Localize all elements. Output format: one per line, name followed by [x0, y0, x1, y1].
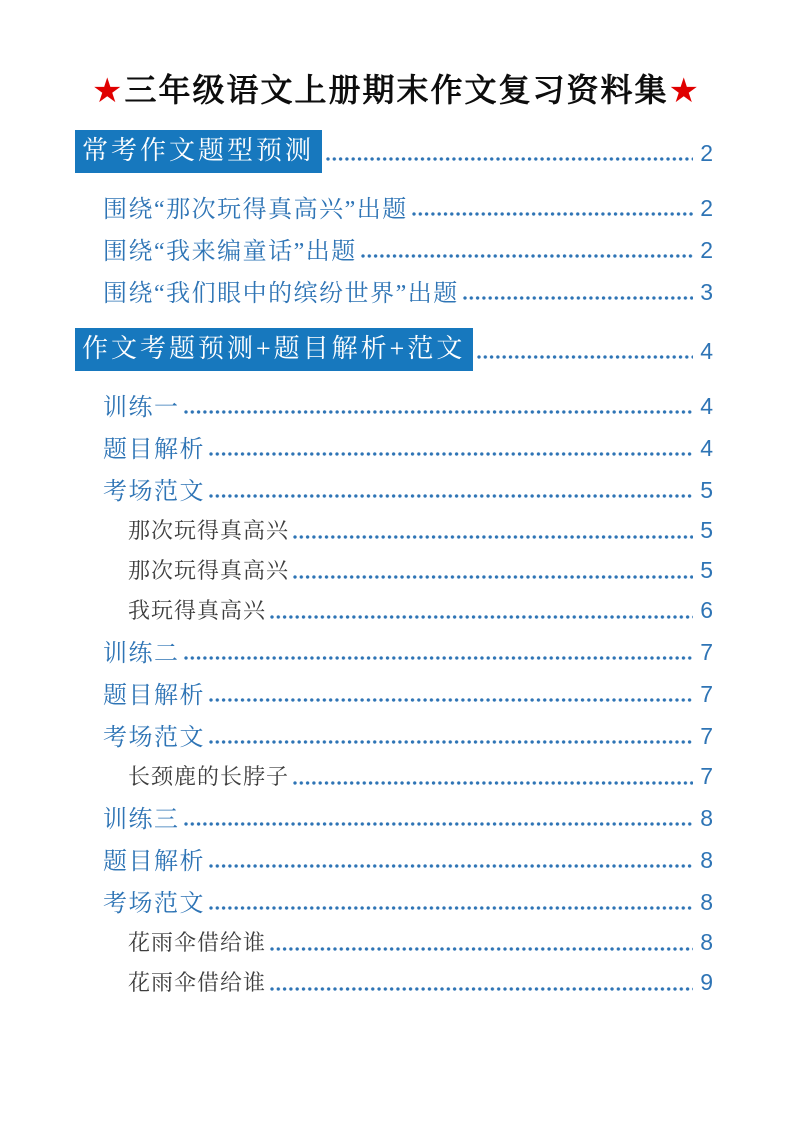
toc-entry-label: 长颈鹿的长脖子 — [128, 763, 290, 789]
dotted-leader — [270, 615, 693, 619]
toc-entry-label: 题目解析 — [103, 848, 205, 875]
toc-entry-label: 训练二 — [103, 640, 180, 667]
toc-entry-label: 花雨伞借给谁 — [128, 969, 267, 995]
toc-entry-page-number: 7 — [700, 723, 713, 750]
dotted-leader — [293, 575, 693, 579]
toc-entry-page-number: 7 — [700, 763, 713, 790]
toc-entry[interactable] — [75, 549, 713, 589]
toc-entry-page-number: 3 — [700, 279, 713, 306]
dotted-leader — [209, 452, 693, 456]
dotted-leader — [463, 296, 693, 300]
toc-entry-label: 训练三 — [103, 806, 180, 833]
star-icon: ★ — [92, 73, 125, 110]
toc-entry-page-number: 4 — [700, 393, 713, 420]
toc-entry[interactable] — [75, 269, 713, 311]
star-icon: ★ — [668, 73, 701, 110]
dotted-leader — [209, 698, 693, 702]
toc-entry-page-number: 8 — [700, 929, 713, 956]
dotted-leader — [184, 410, 694, 414]
toc-entry-label: 那次玩得真高兴 — [128, 557, 290, 583]
document-title — [0, 72, 793, 111]
dotted-leader — [270, 987, 693, 991]
toc-entry-label: 考场范文 — [103, 478, 205, 505]
dotted-leader — [209, 740, 693, 744]
toc-entry[interactable] — [75, 227, 713, 269]
toc-entry-label: 那次玩得真高兴 — [128, 517, 290, 543]
toc-entry[interactable] — [75, 713, 713, 755]
toc-entry-page-number: 5 — [700, 557, 713, 584]
toc-entry[interactable] — [75, 879, 713, 921]
toc-entry-label-highlighted: 常考作文题型预测 — [75, 130, 322, 173]
toc-entry[interactable] — [75, 961, 713, 1001]
dotted-leader — [184, 822, 694, 826]
toc-entry-label: 题目解析 — [103, 682, 205, 709]
dotted-leader — [270, 947, 693, 951]
dotted-leader — [412, 212, 693, 216]
dotted-leader — [209, 906, 693, 910]
toc-entry-page-number: 9 — [700, 969, 713, 996]
toc-entry[interactable] — [75, 129, 713, 173]
dotted-leader — [293, 781, 693, 785]
document-title-text: 三年级语文上册期末作文复习资料集 — [124, 72, 669, 108]
toc-entry-page-number: 4 — [700, 435, 713, 462]
toc-entry-page-number: 6 — [700, 597, 713, 624]
toc-entry[interactable] — [75, 383, 713, 425]
toc-entry-label: 考场范文 — [103, 890, 205, 917]
toc-entry[interactable] — [75, 589, 713, 629]
toc-entry[interactable] — [75, 755, 713, 795]
toc-entry[interactable] — [75, 425, 713, 467]
toc-entry-page-number: 2 — [700, 140, 713, 167]
toc-entry[interactable] — [75, 837, 713, 879]
toc-entry[interactable] — [75, 327, 713, 371]
toc-entry-page-number: 5 — [700, 517, 713, 544]
toc-entry-label: 围绕“那次玩得真高兴”出题 — [103, 196, 408, 223]
toc-entry[interactable] — [75, 671, 713, 713]
dotted-leader — [184, 656, 694, 660]
toc-entry-label-highlighted: 作文考题预测+题目解析+范文 — [75, 328, 473, 371]
toc-entry-page-number: 8 — [700, 805, 713, 832]
toc-entry-page-number: 4 — [700, 338, 713, 365]
toc-entry[interactable] — [75, 795, 713, 837]
toc-entry-page-number: 8 — [700, 889, 713, 916]
dotted-leader — [361, 254, 693, 258]
toc-entry-page-number: 2 — [700, 195, 713, 222]
toc-entry[interactable] — [75, 629, 713, 671]
toc-entry-label: 围绕“我来编童话”出题 — [103, 238, 357, 265]
toc-entry-label: 训练一 — [103, 394, 180, 421]
dotted-leader — [209, 494, 693, 498]
toc-entry-label: 题目解析 — [103, 436, 205, 463]
toc-entry-page-number: 7 — [700, 681, 713, 708]
toc-entry[interactable] — [75, 921, 713, 961]
toc-entry-page-number: 7 — [700, 639, 713, 666]
dotted-leader — [209, 864, 693, 868]
toc-entry-label: 我玩得真高兴 — [128, 597, 267, 623]
toc-entry-page-number: 5 — [700, 477, 713, 504]
toc-entry-page-number: 8 — [700, 847, 713, 874]
toc-entry-label: 围绕“我们眼中的缤纷世界”出题 — [103, 280, 459, 307]
toc-entry-label: 考场范文 — [103, 724, 205, 751]
dotted-leader — [326, 157, 693, 161]
toc-entry-label: 花雨伞借给谁 — [128, 929, 267, 955]
toc — [75, 129, 713, 1001]
dotted-leader — [477, 355, 693, 359]
toc-entry[interactable] — [75, 509, 713, 549]
dotted-leader — [293, 535, 693, 539]
toc-entry-page-number: 2 — [700, 237, 713, 264]
toc-entry[interactable] — [75, 185, 713, 227]
toc-entry[interactable] — [75, 467, 713, 509]
